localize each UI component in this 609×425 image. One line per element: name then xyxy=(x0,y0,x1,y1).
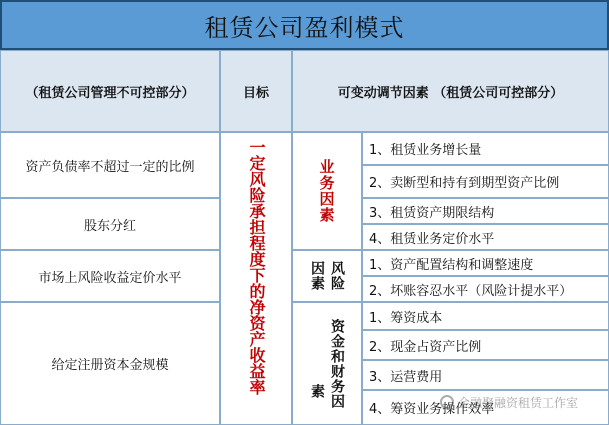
group-business: 业务因素 xyxy=(292,132,362,250)
factor-item: 4、租赁业务定价水平 xyxy=(362,224,609,250)
group-finance xyxy=(292,302,362,425)
factor-item: 1、租赁业务增长量 xyxy=(362,132,609,165)
factor-item: 1、资产配置结构和调整速度 xyxy=(362,250,609,276)
factor-item: 2、坏账容忍水平（风险计提水平） xyxy=(362,276,609,302)
header-controllable: 可变动调节因素 （租赁公司可控部分） xyxy=(292,50,609,132)
factor-item: 3、租赁资产期限结构 xyxy=(362,198,609,224)
watermark-text: 金融聚融资租赁工作室 xyxy=(458,395,579,410)
left-item: 市场上风险收益定价水平 xyxy=(0,250,220,302)
factor-item: 4、筹资业务操作效率 xyxy=(362,390,609,425)
header-goal: 目标 xyxy=(220,50,292,132)
goal-text: 一定风险承担程度下的净资产收益率 xyxy=(220,132,292,425)
wechat-logo-icon xyxy=(440,395,454,409)
header-uncontrollable: （租赁公司管理不可控部分） xyxy=(0,50,220,132)
factor-item: 1、筹资成本 xyxy=(362,302,609,330)
left-item: 股东分红 xyxy=(0,198,220,250)
factor-item: 3、运营费用 xyxy=(362,360,609,390)
group-risk-col1: 风险 xyxy=(329,261,345,291)
factor-item: 2、现金占资产比例 xyxy=(362,330,609,360)
group-risk xyxy=(292,250,362,302)
left-item: 给定注册资本金规模 xyxy=(0,302,220,425)
group-risk-col2: 因素 xyxy=(309,261,325,291)
left-item: 资产负债率不超过一定的比例 xyxy=(0,132,220,198)
group-finance-col1: 资金和财务因 xyxy=(329,318,345,409)
group-finance-col2: 素 xyxy=(309,383,325,399)
factor-item: 2、卖断型和持有到期型资产比例 xyxy=(362,165,609,198)
watermark xyxy=(440,390,609,414)
page-title: 租赁公司盈利模式 xyxy=(0,0,609,50)
